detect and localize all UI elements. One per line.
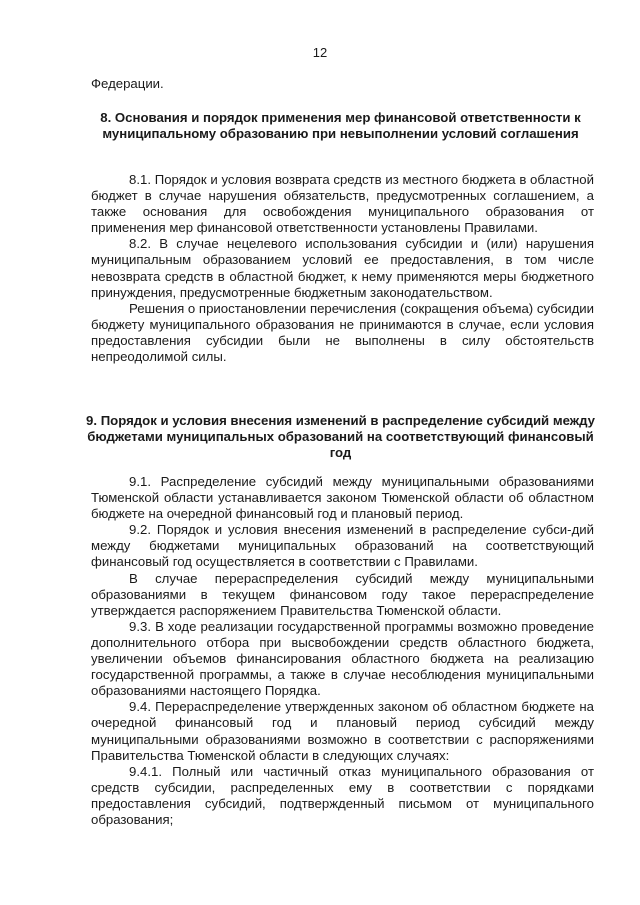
section-8-heading: 8. Основания и порядок применения мер финансовой ответственности к муниципальному образованию при невыполнении условий соглашения — [100, 110, 581, 142]
paragraph-9-1: 9.1. Распределение субсидий между муниципальными образованиями Тюменской области устанавливается законом Тюменской области об областном бюджете на очередной финансовый год и плановый период. — [91, 474, 594, 522]
paragraph-9-4-1: 9.4.1. Полный или частичный отказ муниципального образования от средств субсидии, распределенных ему в соответствии с порядками предоставления субсидий, подтвержденный письмом от муниципального образования; — [91, 763, 594, 827]
intro-text: Федерации. — [91, 76, 164, 91]
paragraph-9-4: 9.4. Перераспределение утвержденных законом об областном бюджете на очередной финансовый год и плановый период субсидий между муниципальными образованиями возможно в соответствии с распоряжениями Правительства Тюменской области в следующих случаях: — [91, 699, 594, 763]
paragraph-9-2: 9.2. Порядок и условия внесения изменений в распределение субси-дий между бюджетами муниципальных образований на соответствующий финансовый год осуществляется в соответствии с Правилами. — [91, 522, 594, 570]
section-8-body — [91, 172, 594, 365]
section-9-heading: 9. Порядок и условия внесения изменений в распределение субсидий между бюджетами муниципальных образований на соответствующий финансовый год — [86, 413, 595, 461]
paragraph-8-1: 8.1. Порядок и условия возврата средств из местного бюджета в областной бюджет в случае нарушения обязательств, предусмотренных соглашением, а также основания для освобождения муниципального образования от применения мер финансовой ответственности установлены Правилами. — [91, 172, 594, 236]
paragraph-9-2-redistribution: В случае перераспределения субсидий между муниципальными образованиями в текущем финансовом году такое перераспределение утверждается распоряжением Правительства Тюменской области. — [91, 570, 594, 618]
paragraph-8-2: 8.2. В случае нецелевого использования субсидии и (или) нарушения муниципальным образованием условий ее предоставления, в том числе невозврата средств в областной бюджет, к нему применяются меры бюджетного принуждения, предусмотренные бюджетным законодательством. — [91, 236, 594, 300]
paragraph-9-3: 9.3. В ходе реализации государственной программы возможно проведение дополнительного отбора при высвобождении средств областного бюджета, увеличении объемов финансирования областного бюджета на реализацию государственной программы, а также в случае несоблюдения муниципальными образованиями настоящего Порядка. — [91, 618, 594, 699]
paragraph-8-2-decisions: Решения о приостановлении перечисления (сокращения объема) субсидии бюджету муниципального образования не принимаются в случае, если условия предоставления субсидии были не выполнены в силу обстоятельств непреодолимой силы. — [91, 300, 594, 365]
page-number: 12 — [312, 45, 328, 60]
section-9-body — [91, 474, 594, 828]
